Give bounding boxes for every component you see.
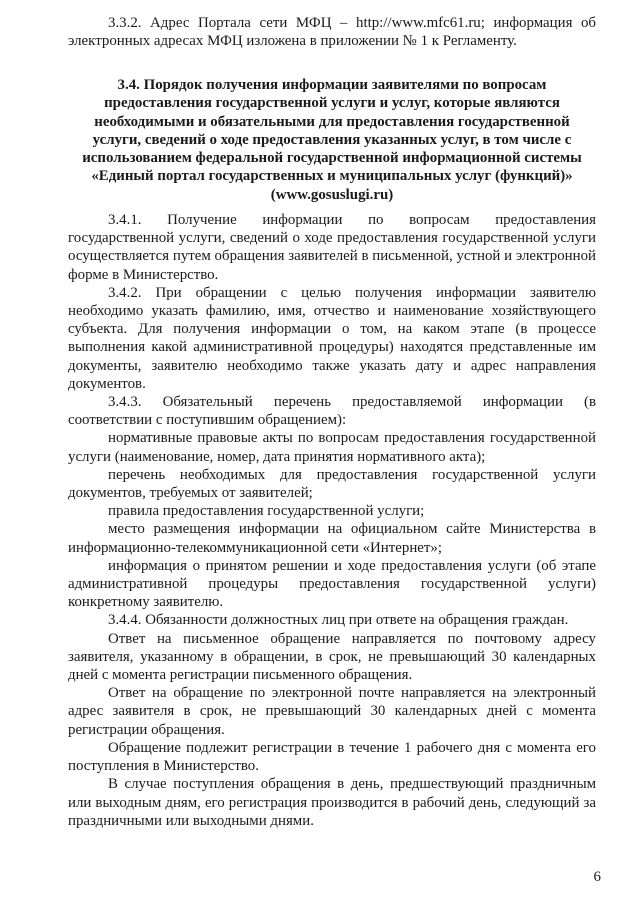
paragraph-holidays: В случае поступления обращения в день, предшествующий праздничным или выходным дням, его регистрация производится в рабочий день, следующий за праздничными или выходными днями. <box>68 776 596 829</box>
section-body <box>68 211 596 830</box>
list-item-normative-acts: нормативные правовые акты по вопросам предоставления государственной услуги (наименование, номер, дата принятия нормативного акта); <box>68 430 596 465</box>
paragraph-registration: Обращение подлежит регистрации в течение 1 рабочего дня с момента его поступления в Министерство. <box>68 739 596 775</box>
section-heading: 3.4. Порядок получения информации заявителями по вопросам предоставления государственной услуги и услуг, которые являются необходимыми и обязательными для предоставления государственной услуги, сведений о ходе предоставления указанных услуг, в том числе с использованием федеральной государственной информационной системы «Единый портал государственных и муниципальных услуг (функций)» (www.gosuslugi.ru) <box>82 77 582 203</box>
paragraph-3-4-4: 3.4.4. Обязанности должностных лиц при ответе на обращения граждан. <box>108 612 569 629</box>
list-item-website: место размещения информации на официальном сайте Министерства в информационно-телекоммуникационной сети «Интернет»; <box>68 521 596 556</box>
paragraph-written-reply: Ответ на письменное обращение направляется по почтовому адресу заявителя, указанному в обращении, в срок, не превышающий 30 календарных дней с момента регистрации письменного обращения. <box>68 630 596 684</box>
page-number: 6 <box>593 869 601 885</box>
paragraph-3-4-3: 3.4.3. Обязательный перечень предоставляемой информации (в соответствии с поступившим обращением): <box>68 394 596 429</box>
list-item-decision-info: информация о принятом решении и ходе предоставления услуги (об этапе административной процедуры предоставления государственной услуги) конкретному заявителю. <box>68 557 596 611</box>
paragraph-3-4-2: 3.4.2. При обращении с целью получения информации заявителю необходимо указать фамилию, имя, отчество и наименование хозяйствующего субъекта. Для получения информации о том, на каком этапе (в процессе выполнения какой административной процедуры) находятся представленные им документы, заявителю необходимо также указать дату и адрес направления документов. <box>68 284 596 392</box>
intro-paragraph: 3.3.2. Адрес Портала сети МФЦ – http://www.mfc61.ru; информация об электронных адресах МФЦ изложена в приложении № 1 к Регламенту. <box>68 15 596 50</box>
list-item-rules: правила предоставления государственной услуги; <box>108 503 425 520</box>
list-item-documents: перечень необходимых для предоставления государственной услуги документов, требуемых от заявителей; <box>68 466 596 502</box>
paragraph-email-reply: Ответ на обращение по электронной почте направляется на электронный адрес заявителя в срок, не превышающий 30 календарных дней с момента регистрации обращения. <box>68 685 596 738</box>
intro-block <box>68 14 596 50</box>
paragraph-3-4-1: 3.4.1. Получение информации по вопросам предоставления государственной услуги, сведений о ходе предоставления государственной услуги осуществляется путем обращения заявителей в письменной, устной и электронной форме в Министерство. <box>68 212 596 283</box>
